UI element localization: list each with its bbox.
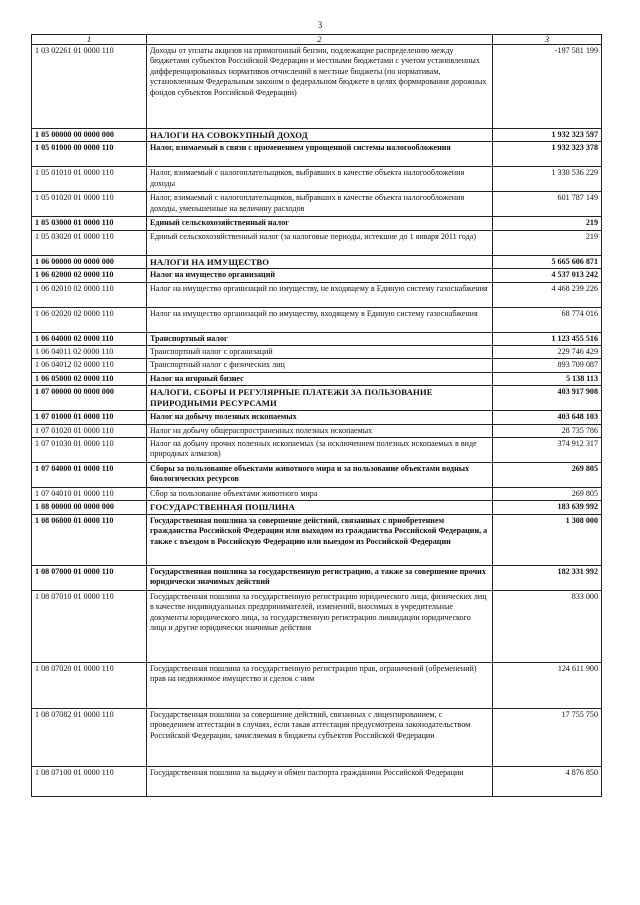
budget-code-cell: 1 06 00000 00 0000 000 <box>32 255 147 268</box>
budget-code-cell: 1 08 07020 01 0000 110 <box>32 662 147 708</box>
revenue-name-cell: Транспортный налог <box>147 332 493 345</box>
revenue-name-cell: Государственная пошлина за совершение действий, связанных с лицензированием, с проведением аттестации в случаях, если такая аттестация предусмотрена законодательством Российской Федерации, зачисляемая в бюджеты субъектов Российской Федерации <box>147 708 493 766</box>
column-header-amount: 3 <box>493 35 602 45</box>
amount-cell: 5 138 113 <box>493 372 602 385</box>
budget-code-cell: 1 06 02010 02 0000 110 <box>32 282 147 307</box>
budget-code-cell: 1 08 00000 00 0000 000 <box>32 501 147 514</box>
table-row <box>32 167 602 192</box>
budget-code-cell: 1 07 01020 01 0000 110 <box>32 424 147 437</box>
revenue-name-cell: ГОСУДАРСТВЕННАЯ ПОШЛИНА <box>147 501 493 514</box>
budget-code-cell: 1 08 07100 01 0000 110 <box>32 766 147 796</box>
budget-code-cell: 1 06 04012 02 0000 110 <box>32 359 147 372</box>
page-number: 3 <box>317 20 323 30</box>
amount-cell: 17 755 750 <box>493 708 602 766</box>
revenue-name-cell: Налог на игорный бизнес <box>147 372 493 385</box>
revenue-name-cell: Налог на добычу прочих полезных ископаемых (за исключением полезных ископаемых в виде природных алмазов) <box>147 438 493 463</box>
budget-code-cell: 1 07 01030 01 0000 110 <box>32 438 147 463</box>
column-header-name: 2 <box>147 35 493 45</box>
revenue-name-cell: НАЛОГИ НА ИМУЩЕСТВО <box>147 255 493 268</box>
revenue-name-cell: Транспортный налог с организаций <box>147 346 493 359</box>
budget-code-cell: 1 06 05000 02 0000 110 <box>32 372 147 385</box>
revenue-table <box>31 34 602 797</box>
budget-code-cell: 1 07 04010 01 0000 110 <box>32 488 147 501</box>
budget-code-cell: 1 05 03020 01 0000 110 <box>32 230 147 255</box>
amount-cell: 1 308 000 <box>493 514 602 565</box>
budget-code-cell: 1 07 00000 00 0000 000 <box>32 386 147 411</box>
table-row <box>32 129 602 142</box>
amount-cell: 601 787 149 <box>493 192 602 217</box>
budget-code-cell: 1 06 02020 02 0000 110 <box>32 307 147 332</box>
table-row <box>32 332 602 345</box>
table-row <box>32 708 602 766</box>
amount-cell: 182 331 992 <box>493 565 602 590</box>
budget-code-cell: 1 05 00000 00 0000 000 <box>32 129 147 142</box>
revenue-name-cell: Налог на имущество организаций по имуществу, входящему в Единую систему газоснабжения <box>147 307 493 332</box>
budget-code-cell: 1 08 07010 01 0000 110 <box>32 590 147 662</box>
table-row <box>32 45 602 129</box>
table-row <box>32 514 602 565</box>
table-row <box>32 590 602 662</box>
revenue-name-cell: Сборы за пользование объектами животного мира и за пользование объектами водных биологических ресурсов <box>147 463 493 488</box>
amount-cell: 403 648 103 <box>493 411 602 424</box>
table-row <box>32 307 602 332</box>
table-row <box>32 217 602 230</box>
revenue-name-cell: Государственная пошлина за совершение действий, связанных с приобретением гражданства Российской Федерации или выходом из гражданства Российской Федерации, а также с въездом в Российскую Федерацию или выездом из Российской Федерации <box>147 514 493 565</box>
revenue-name-cell: Единый сельскохозяйственный налог <box>147 217 493 230</box>
revenue-name-cell: Единый сельскохозяйственный налог (за налоговые периоды, истекшие до 1 января 2011 года) <box>147 230 493 255</box>
amount-cell: 68 774 016 <box>493 307 602 332</box>
budget-code-cell: 1 07 04000 01 0000 110 <box>32 463 147 488</box>
table-row <box>32 411 602 424</box>
amount-cell: 219 <box>493 230 602 255</box>
amount-cell: 893 709 087 <box>493 359 602 372</box>
revenue-name-cell: Налог на добычу полезных ископаемых <box>147 411 493 424</box>
revenue-name-cell: НАЛОГИ НА СОВОКУПНЫЙ ДОХОД <box>147 129 493 142</box>
table-row <box>32 269 602 282</box>
revenue-name-cell: Налог, взимаемый с налогоплательщиков, выбравших в качестве объекта налогообложения доходы, уменьшенные на величину расходов <box>147 192 493 217</box>
table-row <box>32 359 602 372</box>
revenue-name-cell: НАЛОГИ, СБОРЫ И РЕГУЛЯРНЫЕ ПЛАТЕЖИ ЗА ПОЛЬЗОВАНИЕ ПРИРОДНЫМИ РЕСУРСАМИ <box>147 386 493 411</box>
amount-cell: 124 611 900 <box>493 662 602 708</box>
revenue-table-body <box>32 35 602 797</box>
amount-cell: 1 330 536 229 <box>493 167 602 192</box>
budget-code-cell: 1 06 04011 02 0000 110 <box>32 346 147 359</box>
revenue-name-cell: Налог, взимаемый с налогоплательщиков, выбравших в качестве объекта налогообложения доходы <box>147 167 493 192</box>
amount-cell: 269 805 <box>493 463 602 488</box>
revenue-name-cell: Государственная пошлина за государственную регистрацию прав, ограничений (обременений) прав на недвижимое имущество и сделок с ним <box>147 662 493 708</box>
budget-code-cell: 1 05 03000 01 0000 110 <box>32 217 147 230</box>
budget-code-cell: 1 06 02000 02 0000 110 <box>32 269 147 282</box>
amount-cell: 374 912 317 <box>493 438 602 463</box>
table-row <box>32 192 602 217</box>
amount-cell: -197 581 199 <box>493 45 602 129</box>
budget-code-cell: 1 03 02261 01 0000 110 <box>32 45 147 129</box>
revenue-name-cell: Налог, взимаемый в связи с применением упрощенной системы налогообложения <box>147 142 493 167</box>
budget-code-cell: 1 05 01000 00 0000 110 <box>32 142 147 167</box>
budget-code-cell: 1 08 07000 01 0000 110 <box>32 565 147 590</box>
amount-cell: 4 537 013 242 <box>493 269 602 282</box>
table-row <box>32 463 602 488</box>
budget-code-cell: 1 08 07082 01 0000 110 <box>32 708 147 766</box>
revenue-name-cell: Налог на имущество организаций <box>147 269 493 282</box>
amount-cell: 269 805 <box>493 488 602 501</box>
table-row <box>32 662 602 708</box>
revenue-name-cell: Сбор за пользование объектами животного мира <box>147 488 493 501</box>
budget-code-cell: 1 07 01000 01 0000 110 <box>32 411 147 424</box>
amount-cell: 1 932 323 597 <box>493 129 602 142</box>
amount-cell: 229 746 429 <box>493 346 602 359</box>
table-row <box>32 142 602 167</box>
revenue-name-cell: Транспортный налог с физических лиц <box>147 359 493 372</box>
amount-cell: 403 917 908 <box>493 386 602 411</box>
table-row <box>32 501 602 514</box>
table-row <box>32 282 602 307</box>
table-row <box>32 346 602 359</box>
table-row <box>32 766 602 796</box>
column-number-row <box>32 35 602 45</box>
revenue-name-cell: Налог на имущество организаций по имуществу, не входящему в Единую систему газоснабжения <box>147 282 493 307</box>
amount-cell: 1 932 323 378 <box>493 142 602 167</box>
amount-cell: 183 639 992 <box>493 501 602 514</box>
amount-cell: 4 468 239 226 <box>493 282 602 307</box>
revenue-name-cell: Доходы от уплаты акцизов на прямогонный бензин, подлежащие распределению между бюджетами субъектов Российской Федерации и местными бюджетами с учетом установленных дифференцированных нормативов отчислений в местные бюджеты (по нормативам, установленным Федеральным законом о федеральном бюджете в целях формирования дорожных фондов субъектов Российской Федерации) <box>147 45 493 129</box>
table-row <box>32 565 602 590</box>
amount-cell: 219 <box>493 217 602 230</box>
amount-cell: 1 123 455 516 <box>493 332 602 345</box>
budget-code-cell: 1 08 06000 01 0000 110 <box>32 514 147 565</box>
revenue-name-cell: Государственная пошлина за государственную регистрацию юридического лица, физических лиц в качестве индивидуальных предпринимателей, изменений, вносимых в учредительные документы юридического лица, за государственную регистрацию ликвидации юридического лица и другие юридически значимые действия <box>147 590 493 662</box>
revenue-name-cell: Налог на добычу общераспространенных полезных ископаемых <box>147 424 493 437</box>
budget-code-cell: 1 05 01010 01 0000 110 <box>32 167 147 192</box>
table-row <box>32 255 602 268</box>
amount-cell: 5 665 606 871 <box>493 255 602 268</box>
table-row <box>32 372 602 385</box>
amount-cell: 28 735 786 <box>493 424 602 437</box>
revenue-name-cell: Государственная пошлина за государственную регистрацию, а также за совершение прочих юридически значимых действий <box>147 565 493 590</box>
table-row <box>32 438 602 463</box>
table-row <box>32 424 602 437</box>
amount-cell: 833 000 <box>493 590 602 662</box>
table-row <box>32 386 602 411</box>
table-row <box>32 488 602 501</box>
amount-cell: 4 876 850 <box>493 766 602 796</box>
budget-code-cell: 1 05 01020 01 0000 110 <box>32 192 147 217</box>
revenue-name-cell: Государственная пошлина за выдачу и обмен паспорта гражданина Российской Федерации <box>147 766 493 796</box>
table-row <box>32 230 602 255</box>
budget-code-cell: 1 06 04000 02 0000 110 <box>32 332 147 345</box>
column-header-code: 1 <box>32 35 147 45</box>
